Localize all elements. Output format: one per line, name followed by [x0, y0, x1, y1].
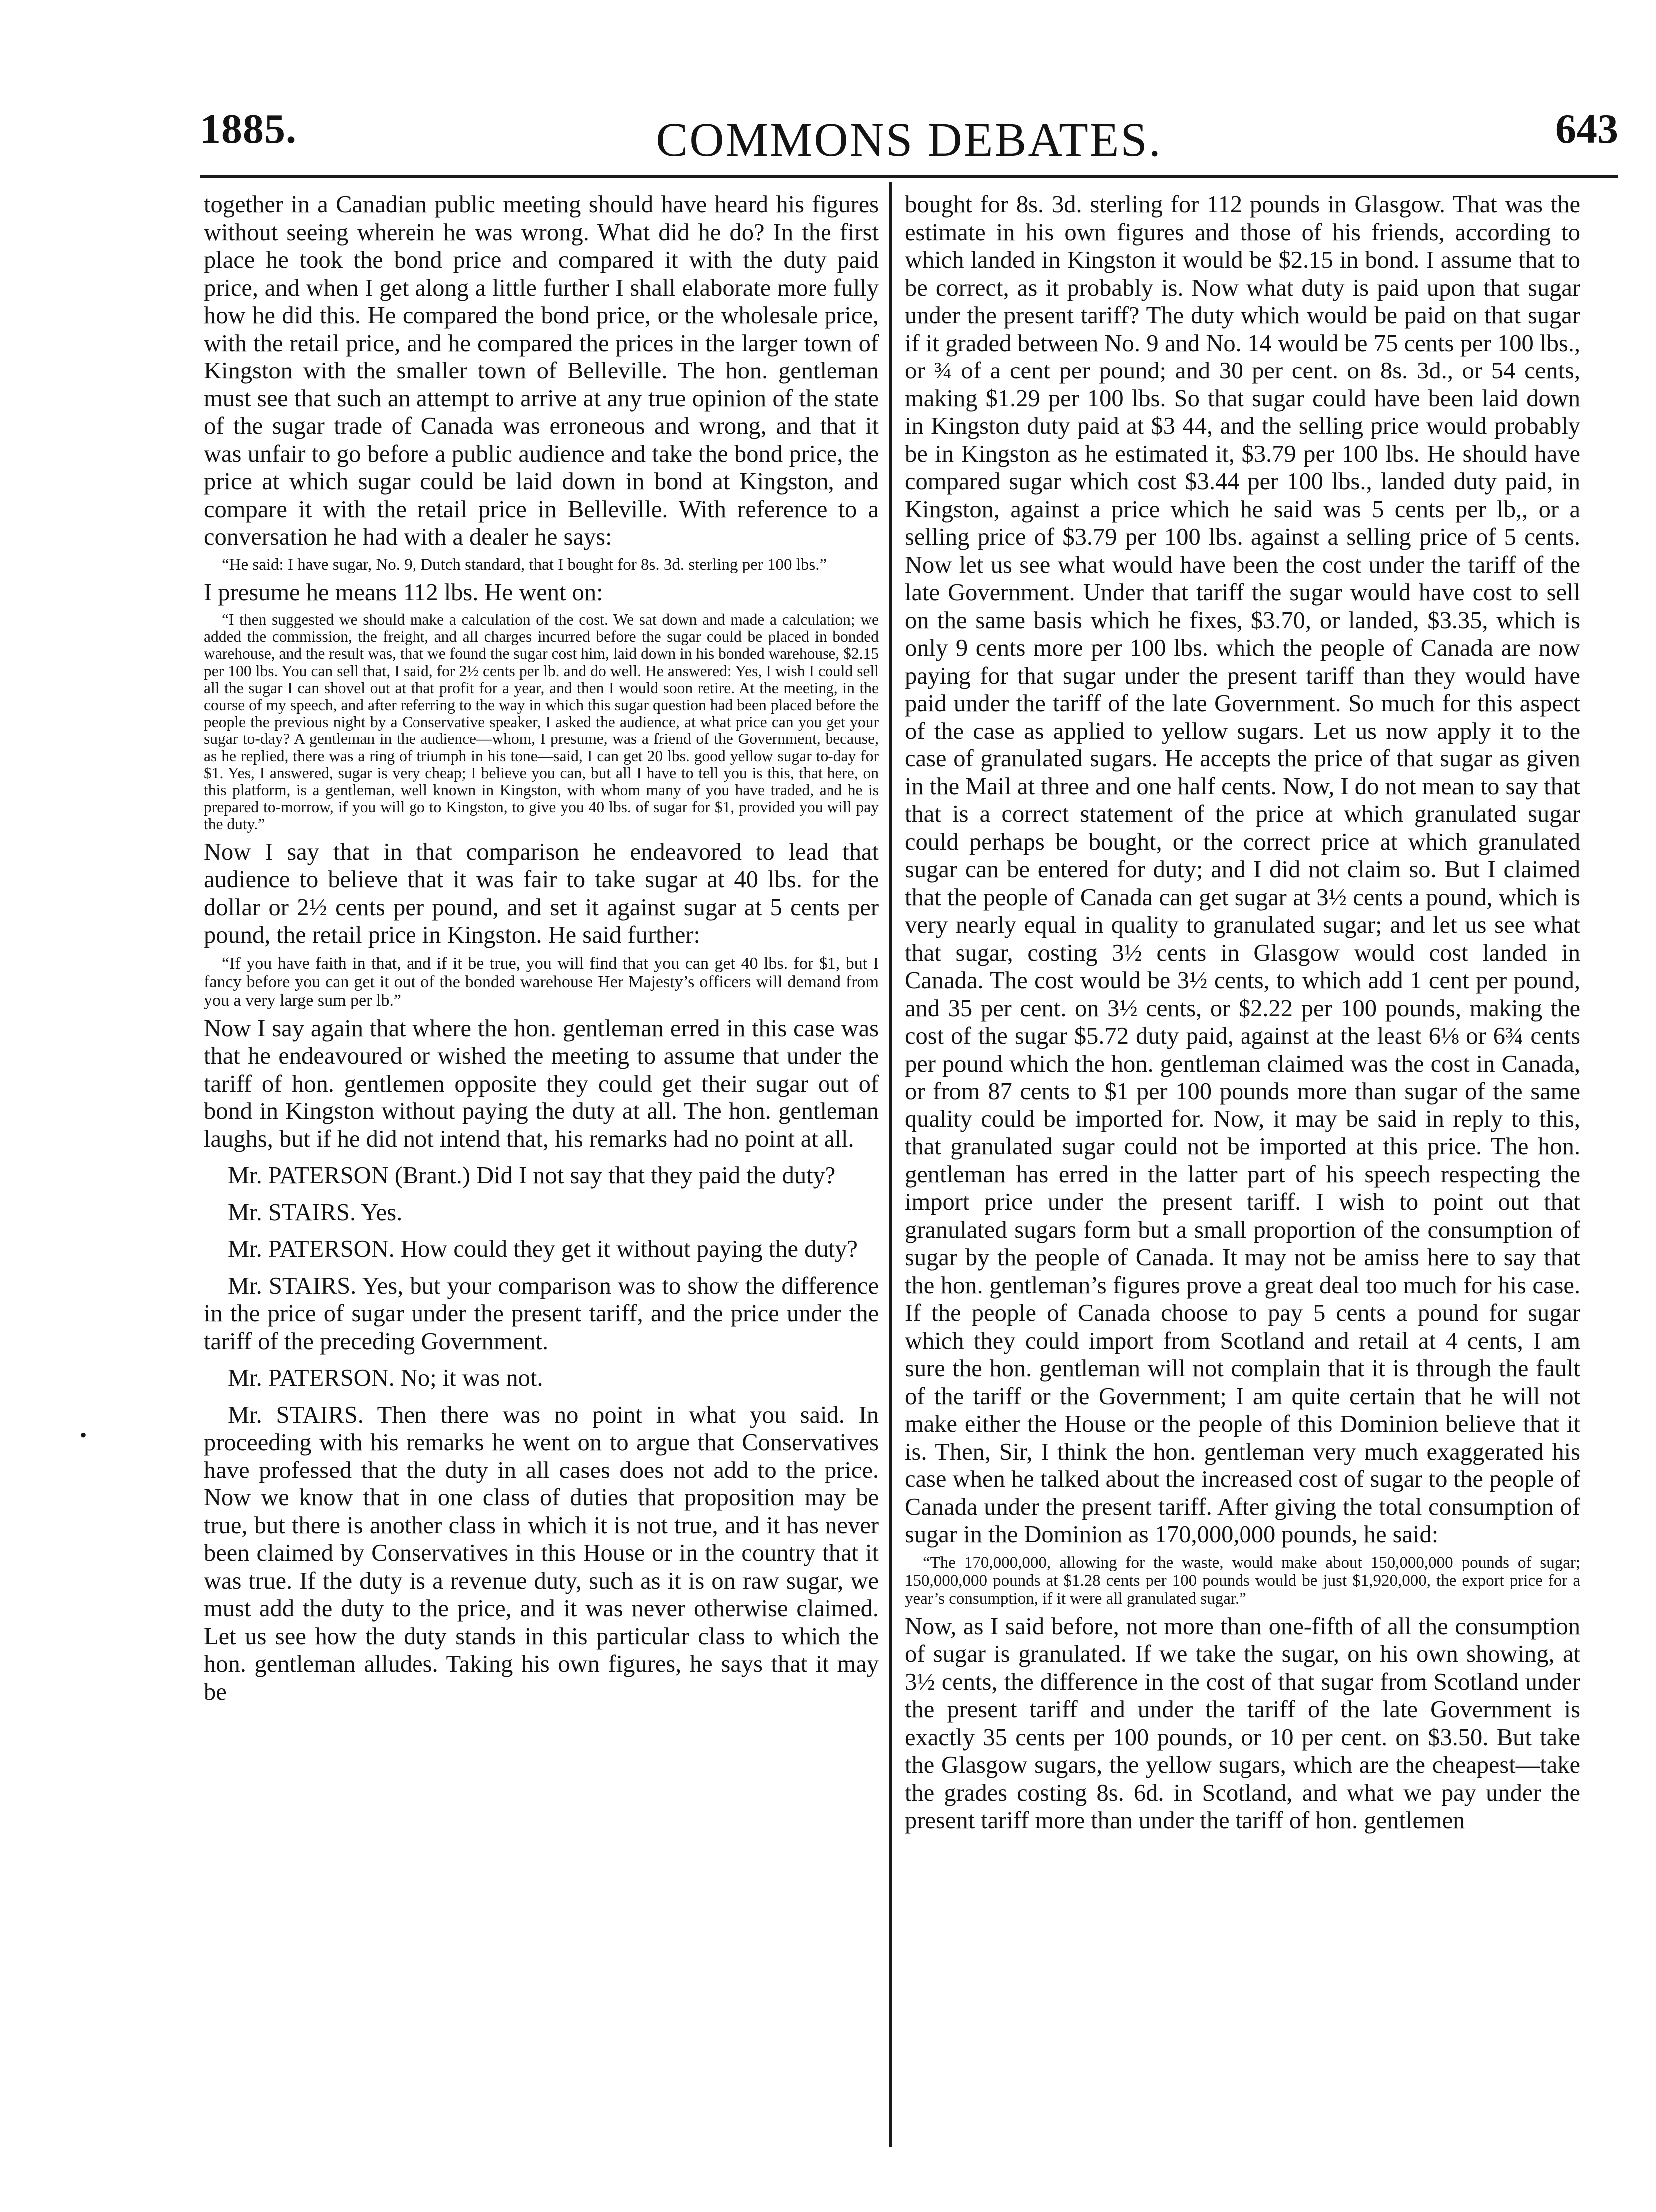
right-column [905, 191, 1580, 1835]
left-quote-3: “If you have faith in that, and if it be true, you will find that you can get 40 lbs. for $1, but I fancy before you can get it out of the bonded warehouse Her Majesty’s officers will demand from you a very large sum per lb.” [204, 954, 879, 1010]
header-page-number: 643 [1555, 106, 1618, 152]
left-paragraph-9: Mr. PATERSON. No; it was not. [228, 1365, 543, 1392]
left-column [204, 191, 879, 1706]
right-quote-1: “The 170,000,000, allowing for the waste, would make about 150,000,000 pounds of sugar; 150,000,000 pounds at $1.28 cents per 100 pounds would be just $1,920,000, the export price for a year’s consumption, if it were all granulated sugar.” [905, 1553, 1580, 1608]
left-paragraph-5: Mr. PATERSON (Brant.) Did I not say that they paid the duty? [228, 1162, 836, 1189]
page-header [200, 105, 1618, 170]
header-rule [200, 175, 1618, 178]
column-divider [889, 182, 892, 2147]
left-paragraph-2: I presume he means 112 lbs. He went on: [204, 579, 603, 606]
right-paragraph-1: bought for 8s. 3d. sterling for 112 pounds in Glasgow. That was the estimate in his own figures and those of his friends, according to which landed in Kingston it would be $2.15 in bond. I assume that to be correct, as it probably is. Now what duty is paid upon that sugar under the present tariff? The duty which would be paid on that sugar if it graded between No. 9 and No. 14 would be 75 cents per 100 lbs., or ¾ of a cent per pound; and 30 per cent. on 8s. 3d., or 54 cents, making $1.29 per 100 lbs. So that sugar could have been laid down in Kingston duty paid at $3 44, and the selling price would probably be in Kingston as he estimated it, $3.79 per 100 lbs. He should have compared sugar which cost $3.44 per 100 lbs., landed duty paid, in Kingston, against a price which he said was 5 cents per lb,, or a selling price of $3.79 per 100 lbs. against a selling price of 5 cents. Now let us see what would have been the cost under the tariff of the late Government. Under that tariff the sugar would have cost to sell on the same basis which he fixes, $3.70, or landed, $3.35, which is only 9 cents more per 100 lbs. which the people of Canada are now paying for that sugar under the present tariff than they would have paid under the tariff of the late Government. So much for this aspect of the case as applied to yellow sugars. Let us now apply it to the case of granulated sugars. He accepts the price of that sugar as given in the Mail at three and one half cents. Now, I do not mean to say that that is a correct statement of the price at which granulated sugar could perhaps be bought, or the correct price at which granulated sugar can be entered for duty; and I did not claim so. But I claimed that the people of Canada can get sugar at 3½ cents a pound, which is very nearly equal in quality to granulated sugar; and let us see what that sugar, costing 3½ cents in Glasgow would cost landed in Canada. The cost would be 3½ cents, to which add 1 cent per pound, and 35 per cent. on 3½ cents, or $2.22 per 100 pounds, making the cost of the sugar $5.72 duty paid, against at the least 6⅛ or 6¾ cents per pound which the hon. gentleman claimed was the cost in Canada, or from 87 cents to $1 per 100 pounds more than sugar of the same quality could be imported for. Now, it may be said in reply to this, that granulated sugar could not be imported at this price. The hon. gentleman has erred in the latter part of his speech respecting the import price under the present tariff. I wish to point out that granulated sugars form but a small proportion of the consumption of sugar by the people of Canada. It may not be amiss here to say that the hon. gentleman’s figures prove a great deal too much for his case. If the people of Canada choose to pay 5 cents a pound for sugar which they could import from Scotland and retail at 4 cents, I am sure the hon. gentleman will not complain that it is through the fault of the tariff or the Government; I am quite certain that he will not make either the House or the people of this Dominion believe that it is. Then, Sir, I think the hon. gentleman very much exaggerated his case when he talked about the increased cost of sugar to the people of Canada under the present tariff. After giving the total consumption of sugar in the Dominion as 170,000,000 pounds, he said: [905, 191, 1580, 1548]
left-quote-2: “I then suggested we should make a calculation of the cost. We sat down and made a calculation; we added the commission, the freight, and all charges incurred before the sugar could be placed in bonded warehouse, and the result was, that we found the sugar cost him, laid down in his bonded warehouse, $2.15 per 100 lbs. You can sell that, I said, for 2½ cents per lb. and do well. He answered: Yes, I wish I could sell all the sugar I can shovel out at that profit for a year, and then I would soon retire. At the meeting, in the course of my speech, and after referring to the way in which this sugar question had been placed before the people the previous night by a Conservative speaker, I asked the audience, at what price can you get your sugar to-day? A gentleman in the audience—whom, I presume, was a friend of the Government, because, as he replied, there was a ring of triumph in his tone—said, I can get 20 lbs. good yellow sugar to-day for $1. Yes, I answered, sugar is very cheap; I believe you can, but all I have to tell you is this, that here, on this platform, is a gentleman, well known in Kingston, with whom many of you have traded, and he is prepared to-morrow, if you will go to Kingston, to give you 40 lbs. of sugar for $1, provided you will pay the duty.” [204, 611, 879, 833]
header-title: COMMONS DEBATES. [656, 113, 1162, 166]
left-paragraph-6: Mr. STAIRS. Yes. [228, 1199, 403, 1226]
left-paragraph-10: Mr. STAIRS. Then there was no point in what you said. In proceeding with his remarks he went on to argue that Conservatives have professed that the duty in all cases does not add to the price. Now we know that in one class of duties that proposition may be true, but there is another class in which it is not true, and it has never been claimed by Conservatives in this House or in the country that it was true. If the duty is a revenue duty, such as it is on raw sugar, we must add the duty to the price, and it was never otherwise claimed. Let us see how the duty stands in this particular class to which the hon. gentleman alludes. Taking his own figures, he says that it may be [204, 1401, 879, 1705]
left-quote-1: “He said: I have sugar, No. 9, Dutch standard, that I bought for 8s. 3d. sterling per 100 lbs.” [222, 555, 827, 574]
left-paragraph-4: Now I say again that where the hon. gentleman erred in this case was that he endeavoured or wished the meeting to assume that under the tariff of hon. gentlemen opposite they could get their sugar out of bond in Kingston without paying the duty at all. The hon. gentleman laughs, but if he did not intend that, his remarks had no point at all. [204, 1015, 879, 1152]
left-paragraph-8: Mr. STAIRS. Yes, but your comparison was to show the difference in the price of sugar under the present tariff, and the price under the tariff of the preceding Government. [204, 1272, 879, 1355]
left-paragraph-3: Now I say that in that comparison he endeavored to lead that audience to believe that it was fair to take sugar at 40 lbs. for the dollar or 2½ cents per pound, and set it against sugar at 5 cents per pound, the retail price in Kingston. He said further: [204, 838, 879, 949]
right-paragraph-2: Now, as I said before, not more than one-fifth of all the consumption of sugar is granulated. If we take the sugar, on his own showing, at 3½ cents, the difference in the cost of that sugar from Scotland under the present tariff and under the tariff of the late Government is exactly 35 cents per 100 pounds, or 10 per cent. on $3.50. But take the Glasgow sugars, the yellow sugars, which are the cheapest—take the grades costing 8s. 6d. in Scotland, and what we pay under the present tariff more than under the tariff of hon. gentlemen [905, 1613, 1580, 1834]
header-year: 1885. [200, 106, 297, 152]
left-paragraph-1: together in a Canadian public meeting should have heard his figures without seeing wherein he was wrong. What did he do? In the first place he took the bond price and compared it with the duty paid price, and when I get along a little further I shall elaborate more fully how he did this. He compared the bond price, or the wholesale price, with the retail price, and he compared the prices in the larger town of Kingston with the smaller town of Belleville. The hon. gentleman must see that such an attempt to arrive at any true opinion of the state of the sugar trade of Canada was erroneous and wrong, and that it was unfair to go before a public audience and take the bond price, the price at which sugar could be laid down in bond at Kingston, and compare it with the retail price in Belleville. With reference to a conversation he had with a dealer he says: [204, 191, 879, 550]
left-paragraph-7: Mr. PATERSON. How could they get it without paying the duty? [228, 1236, 858, 1263]
margin-mark: • [80, 1424, 87, 1446]
